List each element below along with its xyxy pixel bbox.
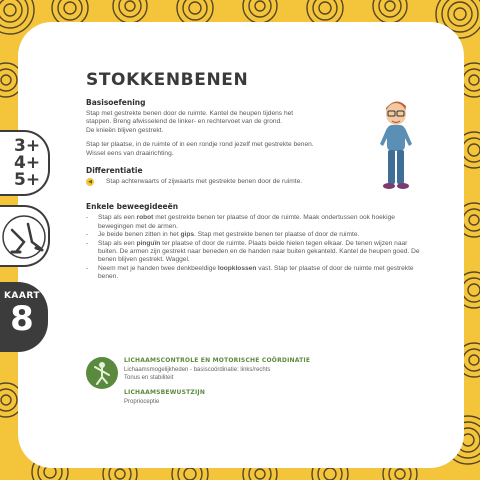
basis-line: stappen. Breng afwisselend de linker- en rechtervoet van de grond. bbox=[86, 118, 283, 126]
basis-heading: Basisoefening bbox=[86, 98, 146, 107]
footer-line: Proprioceptie bbox=[124, 399, 160, 405]
differentiatie-text: Stap achterwaarts of zijwaarts met gestrekte benen door de ruimte. bbox=[106, 178, 303, 186]
footer-heading-2: LICHAAMSBEWUSTZIJN bbox=[124, 389, 206, 396]
list-item: - Neem met je handen twee denkbeeldige loopklossen vast. Stap ter plaatse of door de ruimte met gestrekte benen. bbox=[86, 265, 426, 282]
body-control-icon bbox=[86, 357, 118, 389]
card-title: STOKKENBENEN bbox=[86, 70, 249, 90]
boy-illustration bbox=[372, 94, 420, 194]
age-5: 5+ bbox=[14, 170, 41, 190]
activity-type-badge bbox=[0, 205, 50, 267]
age-4: 4+ bbox=[14, 153, 41, 173]
basis-line: Stap ter plaatse, in de ruimte of in een rondje rond jezelf met gestrekte benen. bbox=[86, 141, 314, 149]
kaart-number: 8 bbox=[10, 299, 34, 339]
beweegideeen-section bbox=[86, 202, 426, 281]
beweegideeen-heading: Enkele beweegideeën bbox=[86, 202, 179, 212]
basis-line: Stap met gestrekte benen door de ruimte. Kantel de heupen tijdens het bbox=[86, 110, 294, 117]
list-item: - Je beide benen zitten in het gips. Stap met gestrekte benen ter plaatse of door de ruimte. bbox=[86, 231, 426, 239]
footer-line: Tonus en stabiliteit bbox=[124, 374, 174, 381]
footer-text bbox=[124, 357, 324, 407]
differentiatie-heading: Differentiatie bbox=[86, 166, 143, 176]
age-3: 3+ bbox=[14, 136, 41, 156]
card-number-badge bbox=[0, 282, 48, 352]
basis-line: Wissel eens van draairichting. bbox=[86, 149, 174, 157]
arrow-icon: ◀ bbox=[86, 178, 94, 186]
beweegideeen-list bbox=[86, 214, 426, 281]
kaart-label: KAART bbox=[3, 291, 41, 301]
footer-line: Lichaamsmogelijkheden - basiscoördinatie: links/rechts bbox=[124, 367, 271, 373]
basis-line: De knieën blijven gestrekt. bbox=[86, 126, 164, 134]
footer-heading-1: LICHAAMSCONTROLE EN MOTORISCHE COÖRDINATIE bbox=[124, 357, 311, 364]
age-badge bbox=[0, 130, 50, 196]
walking-legs-icon bbox=[2, 208, 48, 266]
list-item: - Stap als een robot met gestrekte benen ter plaatse of door de ruimte. Maak ondertussen ook hoekige bewegingen met de armen. bbox=[86, 214, 426, 231]
list-item: - Stap als een pinguïn ter plaatse of door de ruimte. Plaats beide hielen tegen elkaar. De tenen wijzen naar buiten. De armen zijn gestrekt naar beneden en de handen naar buiten gekanteld. Kantel de heupen goed. De benen blijven gestrekt. Waggel. bbox=[86, 240, 426, 265]
